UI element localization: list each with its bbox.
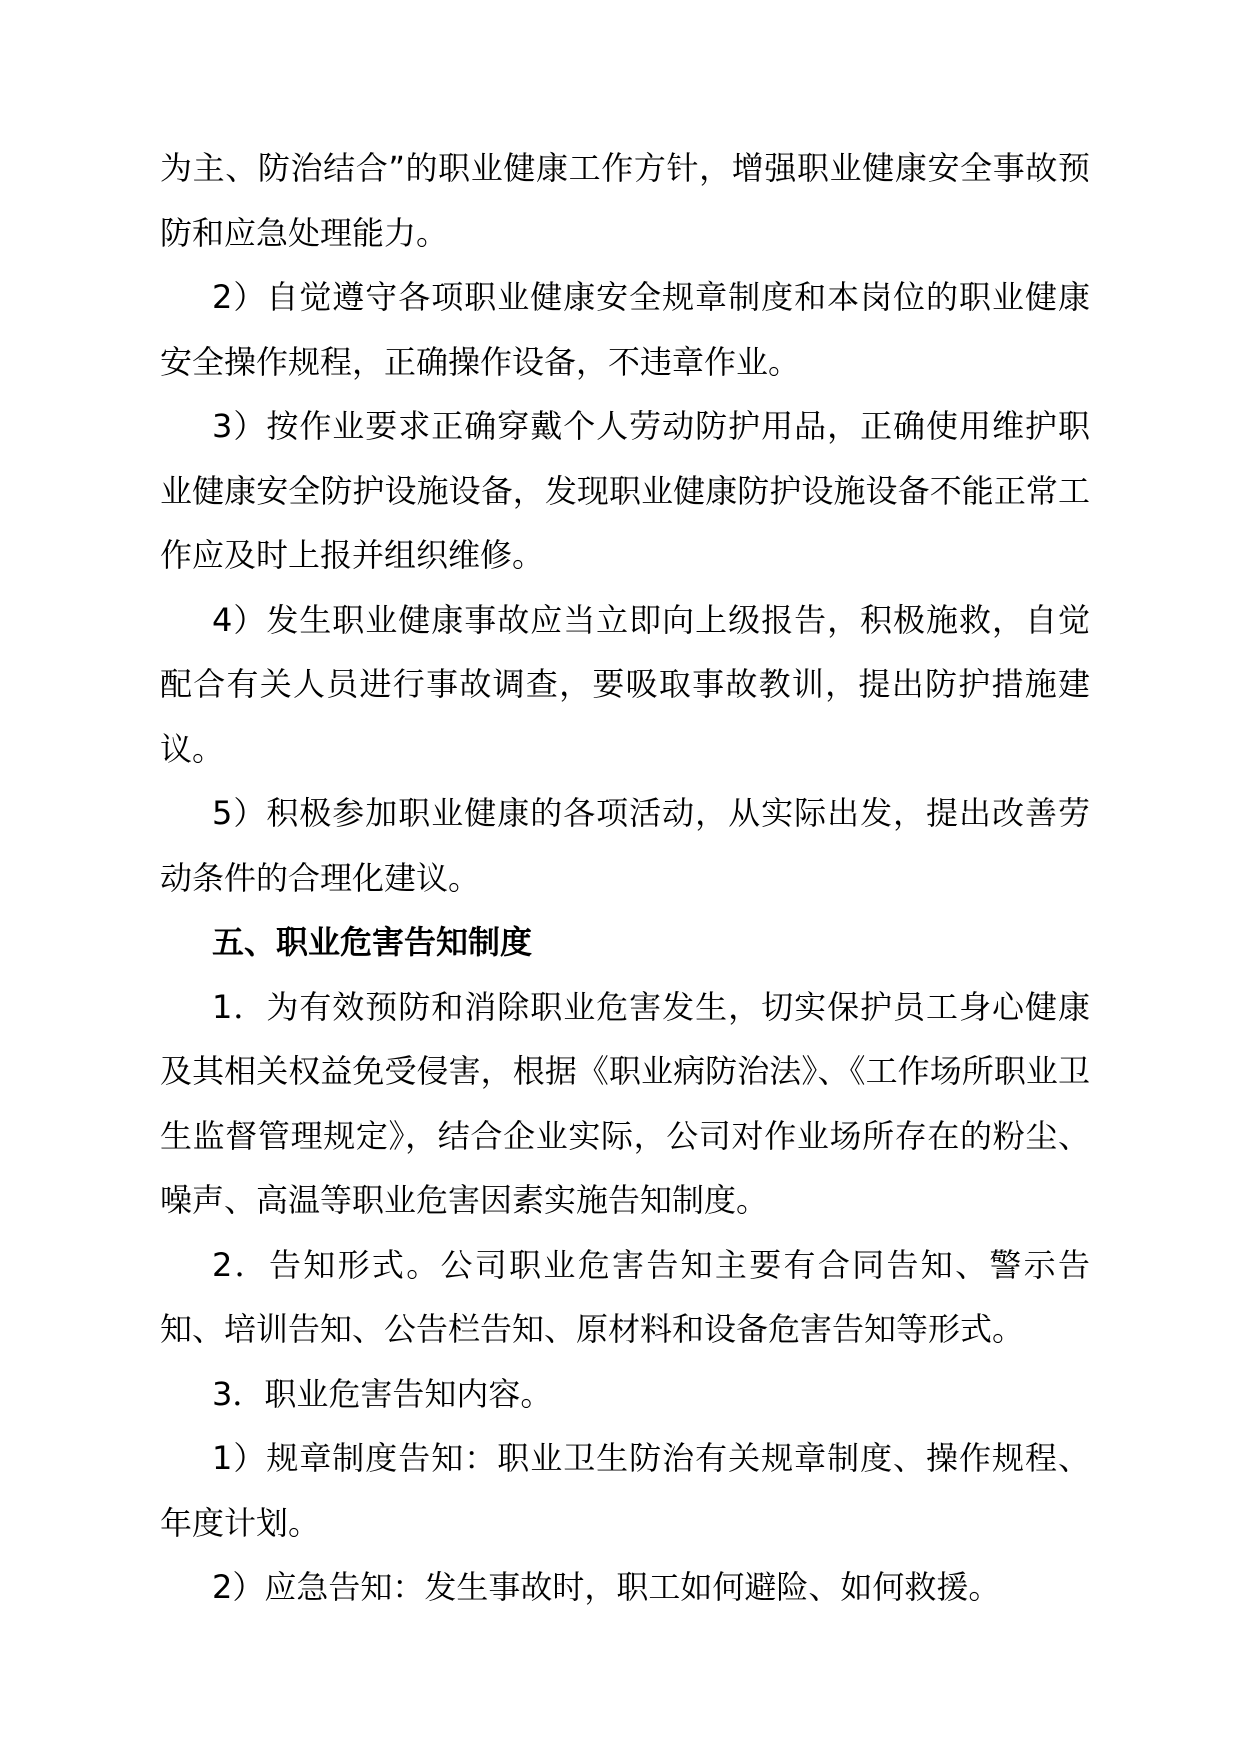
paragraph-continuation: 为主、防治结合”的职业健康工作方针，增强职业健康安全事故预防和应急处理能力。 bbox=[160, 149, 1090, 252]
paragraph-clause-3: 3．职业危害告知内容。 bbox=[212, 1374, 553, 1413]
document-body bbox=[160, 136, 1090, 1620]
section-heading: 五、职业危害告知制度 bbox=[212, 923, 533, 961]
paragraph-subitem-2: 2）应急告知：发生事故时，职工如何避险、如何救援。 bbox=[212, 1568, 1001, 1606]
paragraph-clause-2: 2．告知形式。公司职业危害告知主要有合同告知、警示告知、培训告知、公告栏告知、原材料和设备危害告知等形式。 bbox=[160, 1245, 1090, 1348]
paragraph-clause-1: 1．为有效预防和消除职业危害发生，切实保护员工身心健康及其相关权益免受侵害，根据《职业病防治法》、《工作场所职业卫生监督管理规定》，结合企业实际，公司对作业场所存在的粉尘、噪声、高温等职业危害因素实施告知制度。 bbox=[160, 987, 1090, 1219]
paragraph-subitem-1: 1）规章制度告知：职业卫生防治有关规章制度、操作规程、年度计划。 bbox=[160, 1439, 1090, 1542]
paragraph-item-5: 5）积极参加职业健康的各项活动，从实际出发，提出改善劳动条件的合理化建议。 bbox=[160, 794, 1090, 897]
paragraph-item-2: 2）自觉遵守各项职业健康安全规章制度和本岗位的职业健康安全操作规程，正确操作设备，不违章作业。 bbox=[160, 278, 1090, 381]
paragraph-item-3: 3）按作业要求正确穿戴个人劳动防护用品，正确使用维护职业健康安全防护设施设备，发现职业健康防护设施设备不能正常工作应及时上报并组织维修。 bbox=[160, 407, 1090, 574]
paragraph-item-4: 4）发生职业健康事故应当立即向上级报告，积极施救，自觉配合有关人员进行事故调查，要吸取事故教训，提出防护措施建议。 bbox=[160, 600, 1090, 768]
